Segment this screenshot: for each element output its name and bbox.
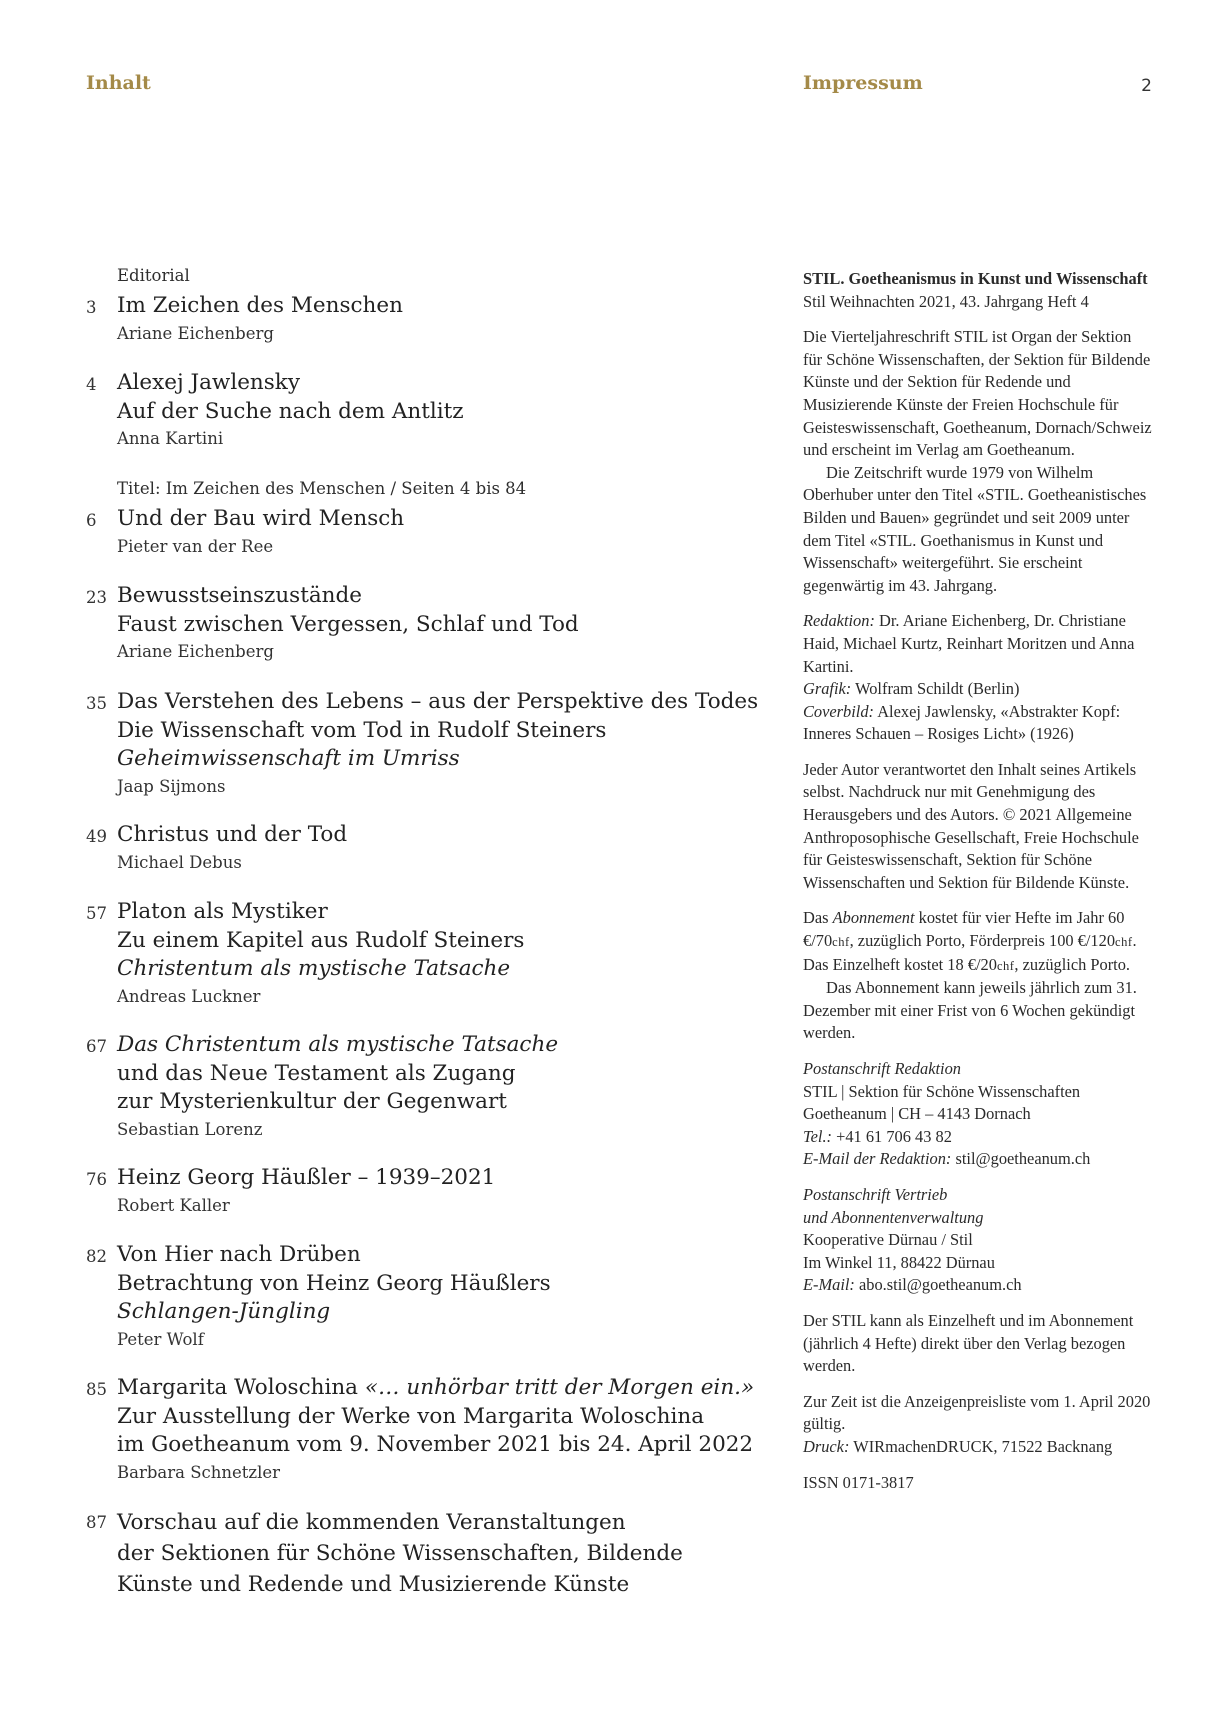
toc-page-number: 49 bbox=[86, 827, 107, 846]
toc-author: Pieter van der Ree bbox=[117, 536, 274, 556]
toc-author: Robert Kaller bbox=[117, 1195, 230, 1215]
toc-page-number: 57 bbox=[86, 904, 107, 923]
about-paragraph: Die Zeitschrift wurde 1979 von Wilhelm Oberhuber unter den Titel «STIL. Goetheanistisches Bilden und Bauen» gegründet und seit 2009 unter dem Titel «STIL. Goethanismus in Kunst und Wissenschaft» weitergeführt. Sie erscheint gegenwärtig im 43. Jahrgang. bbox=[803, 462, 1147, 595]
toc-page-number: 35 bbox=[86, 694, 107, 713]
journal-title: STIL. Goetheanismus in Kunst und Wissenschaft bbox=[803, 269, 1148, 288]
toc-title-line: im Goetheanum vom 9. November 2021 bis 24. April 2022 bbox=[117, 1432, 754, 1457]
toc-title-line: Faust zwischen Vergessen, Schlaf und Tod bbox=[117, 611, 579, 637]
toc-author: Andreas Luckner bbox=[117, 986, 261, 1006]
toc-author: Peter Wolf bbox=[117, 1329, 204, 1349]
toc-title-line: Das Verstehen des Lebens – aus der Perspektive des Todes bbox=[117, 689, 759, 714]
toc-title-line: Künste und Redende und Musizierende Künste bbox=[117, 1572, 630, 1597]
toc-title-line: Christentum als mystische Tatsache bbox=[117, 956, 511, 981]
toc-section-label: Editorial bbox=[117, 266, 190, 285]
toc-page-number: 23 bbox=[86, 588, 107, 607]
toc-page-number: 6 bbox=[86, 511, 97, 530]
rights-notice: Jeder Autor verantwortet den Inhalt seines Artikels selbst. Nachdruck nur mit Genehmigung des Herausgebers und des Autors. © 2021 Allgemeine Anthroposophische Gesellschaft, Freie Hochschule für Geisteswissenschaft, Sektion für Schöne Wissenschaften und Sektion für Bildende Künste. bbox=[803, 759, 1139, 892]
toc-title-line: Platon als Mystiker bbox=[117, 899, 328, 924]
toc-title-line: Bewusstseinszustände bbox=[117, 583, 362, 608]
page-number: 2 bbox=[1141, 76, 1152, 96]
issn: ISSN 0171-3817 bbox=[803, 1472, 914, 1492]
toc-page-number: 87 bbox=[86, 1513, 107, 1532]
cancellation-notice: Das Abonnement kann jeweils jährlich zum 31. Dezember mit einer Frist von 6 Wochen gekündigt werden. bbox=[803, 978, 1137, 1043]
toc-title-line: Und der Bau wird Mensch bbox=[117, 506, 405, 531]
editorial-email-link[interactable]: stil@goetheanum.ch bbox=[955, 1149, 1091, 1169]
toc-author: Anna Kartini bbox=[117, 429, 224, 448]
impressum bbox=[803, 268, 1153, 1507]
toc-author: Michael Debus bbox=[117, 852, 242, 872]
print-info: Zur Zeit ist die Anzeigenpreisliste vom 1. April 2020 gültig. Druck: WIRmachenDRUCK, 71522 Backnang bbox=[803, 1391, 1151, 1456]
toc-page-number: 67 bbox=[86, 1037, 107, 1056]
toc-title-line: Alexej Jawlensky bbox=[117, 370, 300, 395]
distribution-address: Postanschrift Vertrieb und Abonnentenverwaltung Kooperative Dürnau / Stil Im Winkel 11, 88422 Dürnau E-Mail: abo.stil@goetheanum.ch bbox=[803, 1184, 1022, 1295]
toc-page-number: 85 bbox=[86, 1380, 107, 1399]
toc-author: Jaap Sijmons bbox=[117, 776, 226, 796]
toc-author: Barbara Schnetzler bbox=[117, 1462, 281, 1482]
issue-info: Stil Weihnachten 2021, 43. Jahrgang Heft 4 bbox=[803, 291, 1089, 311]
toc-title-line: Die Wissenschaft vom Tod in Rudolf Steiners bbox=[117, 717, 607, 743]
toc-title-line: Geheimwissenschaft im Umriss bbox=[117, 746, 460, 771]
toc-page-number: 82 bbox=[86, 1247, 107, 1266]
toc-title-line: Auf der Suche nach dem Antlitz bbox=[117, 398, 464, 424]
toc-page-number: 3 bbox=[86, 298, 97, 317]
toc-section-label: Titel: Im Zeichen des Menschen / Seiten 4 bis 84 bbox=[117, 479, 527, 498]
toc-title-line: der Sektionen für Schöne Wissenschaften, Bildende bbox=[117, 1541, 683, 1566]
toc-title-line: Zu einem Kapitel aus Rudolf Steiners bbox=[117, 927, 525, 953]
toc-author: Ariane Eichenberg bbox=[117, 642, 274, 661]
toc-title-quote: «… unhörbar tritt der Morgen ein.» bbox=[364, 1375, 755, 1400]
toc-title-line: Heinz Georg Häußler – 1939–2021 bbox=[117, 1165, 496, 1190]
credits: Redaktion: Dr. Ariane Eichenberg, Dr. Christiane Haid, Michael Kurtz, Reinhart Moritzen und Anna Kartini. Grafik: Wolfram Schildt (Berlin) Coverbild: Alexej Jawlensky, «Abstrakter Kopf: Inneres Schauen – Rosiges Licht» (1926) bbox=[803, 611, 1135, 744]
editorial-address: Postanschrift Redaktion STIL | Sektion für Schöne Wissenschaften Goetheanum | CH – 4143 Dornach Tel.: +41 61 706 43 82 E-Mail der Redaktion: stil@goetheanum.ch bbox=[803, 1059, 1091, 1169]
toc-author: Sebastian Lorenz bbox=[117, 1119, 263, 1139]
toc-title-line: Schlangen-Jüngling bbox=[117, 1299, 331, 1324]
toc-title-line: Zur Ausstellung der Werke von Margarita Woloschina bbox=[117, 1403, 705, 1429]
toc-title-line: Vorschau auf die kommenden Veranstaltungen bbox=[117, 1510, 626, 1535]
toc-title-line: Von Hier nach Drüben bbox=[117, 1242, 361, 1267]
about-paragraph: Die Vierteljahreschrift STIL ist Organ der Sektion für Schöne Wissenschaften, der Sektion für Bildende Künste und der Sektion für Redende und Musizierende Künste der Freien Hochschule für Geisteswissenschaft, Goetheanum, Dornach/Schweiz und erscheint im Verlag am Goetheanum. bbox=[803, 327, 1152, 460]
impressum-heading: Impressum bbox=[803, 72, 923, 94]
subscription-prices: Das Abonnement kostet für vier Hefte im Jahr 60 €/70chf, zuzüglich Porto, Förderpreis 100 €/120chf. Das Einzelheft kostet 18 €/20chf, zuzüglich Porto. bbox=[803, 908, 1137, 974]
toc-page-number: 76 bbox=[86, 1170, 107, 1189]
toc-page-number: 4 bbox=[86, 375, 97, 394]
toc-title-line: Das Christentum als mystische Tatsache bbox=[117, 1032, 559, 1057]
toc-author: Ariane Eichenberg bbox=[117, 323, 274, 343]
toc-heading: Inhalt bbox=[86, 72, 151, 94]
toc-title-line: Margarita Woloschina bbox=[117, 1375, 359, 1400]
toc-title-line: zur Mysterienkultur der Gegenwart bbox=[117, 1089, 507, 1114]
toc-title-line: Betrachtung von Heinz Georg Häußlers bbox=[117, 1270, 551, 1296]
subscription-email-link[interactable]: abo.stil@goetheanum.ch bbox=[859, 1275, 1022, 1295]
toc-title-line: Im Zeichen des Menschen bbox=[117, 293, 403, 318]
toc-title-line: und das Neue Testament als Zugang bbox=[117, 1060, 516, 1086]
ordering-info: Der STIL kann als Einzelheft und im Abonnement (jährlich 4 Hefte) direkt über den Verlag bezogen werden. bbox=[803, 1310, 1134, 1376]
toc-title-line: Christus und der Tod bbox=[117, 822, 348, 847]
